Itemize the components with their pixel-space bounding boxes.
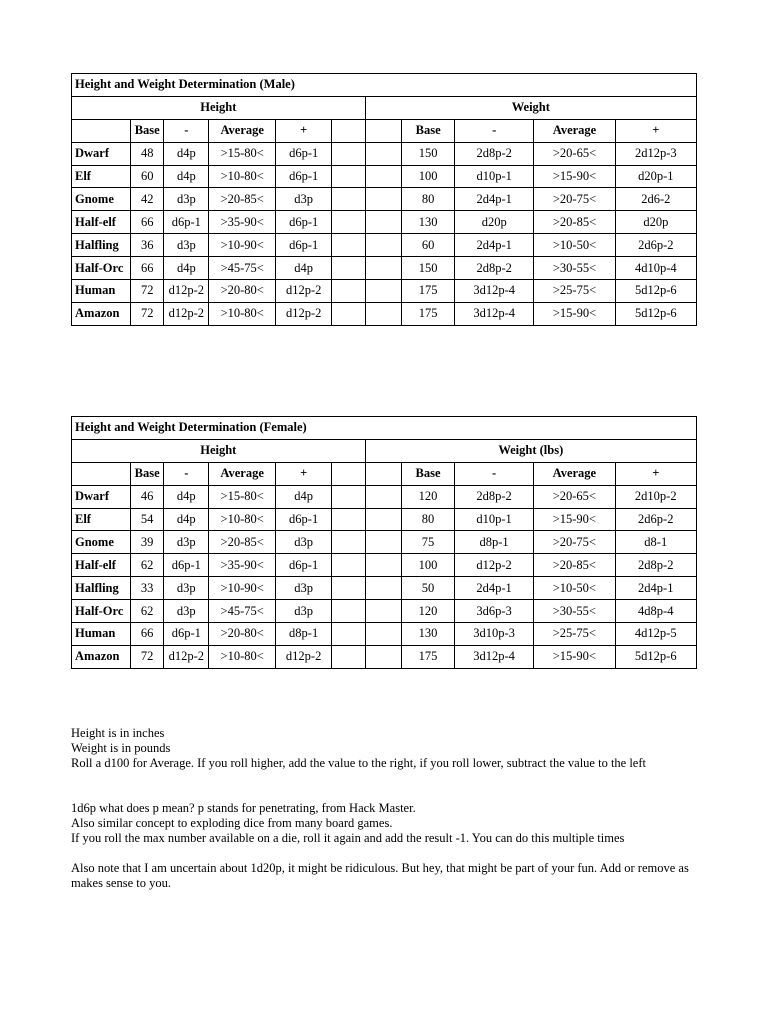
height-value: d3p xyxy=(164,234,209,257)
weight-col-header: Average xyxy=(534,462,615,485)
weight-value: 120 xyxy=(402,485,455,508)
group-header-row xyxy=(72,96,697,119)
height-value: >10-90< xyxy=(209,577,276,600)
race-name: Halfling xyxy=(72,577,131,600)
height-value: >35-90< xyxy=(209,211,276,234)
height-col-header: + xyxy=(276,119,332,142)
height-value: 54 xyxy=(130,508,164,531)
height-value: d3p xyxy=(276,600,332,623)
height-spacer-cell xyxy=(332,485,366,508)
weight-spacer-cell xyxy=(365,302,402,325)
height-value: 72 xyxy=(130,645,164,668)
weight-value: >10-50< xyxy=(534,234,615,257)
weight-value: >15-90< xyxy=(534,165,615,188)
column-header-row xyxy=(72,462,697,485)
weight-value: 2d4p-1 xyxy=(454,577,533,600)
weight-value: 175 xyxy=(402,302,455,325)
table-row xyxy=(72,577,697,600)
table-row xyxy=(72,234,697,257)
height-spacer-cell xyxy=(332,211,366,234)
weight-value: >25-75< xyxy=(534,280,615,303)
height-value: d6p-1 xyxy=(276,234,332,257)
group-header-row xyxy=(72,439,697,462)
weight-spacer-cell xyxy=(365,211,402,234)
weight-value: 2d8p-2 xyxy=(454,485,533,508)
race-header-blank xyxy=(72,462,131,485)
weight-value: >20-85< xyxy=(534,554,615,577)
weight-value: d10p-1 xyxy=(455,165,534,188)
weight-value: >20-65< xyxy=(534,142,615,165)
weight-value: >25-75< xyxy=(534,623,615,646)
table-row xyxy=(72,531,697,554)
weight-value: 130 xyxy=(402,623,455,646)
weight-spacer-cell xyxy=(365,600,402,623)
height-spacer-cell xyxy=(332,119,366,142)
weight-col-header: - xyxy=(454,462,533,485)
height-group-header: Height xyxy=(72,439,366,462)
caveat-note xyxy=(71,861,701,891)
weight-value: 3d10p-3 xyxy=(454,623,533,646)
table-title: Height and Weight Determination (Male) xyxy=(72,74,697,97)
race-name: Elf xyxy=(72,165,131,188)
weight-spacer-cell xyxy=(365,234,402,257)
weight-col-header: + xyxy=(615,119,696,142)
weight-spacer-cell xyxy=(365,462,402,485)
race-name: Amazon xyxy=(72,302,131,325)
weight-value: 2d4p-1 xyxy=(615,577,697,600)
note-height-unit: Height is in inches xyxy=(71,726,165,740)
weight-value: 3d12p-4 xyxy=(455,302,534,325)
weight-col-header: Base xyxy=(402,462,455,485)
height-value: 48 xyxy=(130,142,164,165)
height-col-header: - xyxy=(164,462,209,485)
dice-notes xyxy=(71,801,711,846)
weight-value: 150 xyxy=(402,142,455,165)
height-value: d4p xyxy=(276,257,332,280)
height-spacer-cell xyxy=(332,645,366,668)
height-spacer-cell xyxy=(332,554,366,577)
race-name: Dwarf xyxy=(72,142,131,165)
height-value: >15-80< xyxy=(209,485,276,508)
height-col-header: Base xyxy=(130,119,164,142)
height-value: d6p-1 xyxy=(276,142,332,165)
table-row xyxy=(72,280,697,303)
weight-spacer-cell xyxy=(365,142,402,165)
race-name: Halfling xyxy=(72,234,131,257)
height-value: 62 xyxy=(130,600,164,623)
weight-value: 3d12p-4 xyxy=(454,645,533,668)
weight-value: 5d12p-6 xyxy=(615,302,696,325)
height-value: d12p-2 xyxy=(164,645,209,668)
height-value: d6p-1 xyxy=(276,211,332,234)
height-spacer-cell xyxy=(332,165,366,188)
height-spacer-cell xyxy=(332,142,366,165)
table-row xyxy=(72,623,697,646)
height-spacer-cell xyxy=(332,531,366,554)
table-row xyxy=(72,645,697,668)
weight-value: 4d10p-4 xyxy=(615,257,696,280)
height-value: >20-85< xyxy=(209,188,276,211)
height-value: >20-80< xyxy=(209,280,276,303)
race-name: Half-Orc xyxy=(72,600,131,623)
height-value: d4p xyxy=(164,142,209,165)
weight-col-header: + xyxy=(615,462,697,485)
height-spacer-cell xyxy=(332,302,366,325)
height-spacer-cell xyxy=(332,257,366,280)
weight-spacer-cell xyxy=(365,577,402,600)
height-value: 33 xyxy=(130,577,164,600)
height-value: d6p-1 xyxy=(164,554,209,577)
height-value: d12p-2 xyxy=(276,280,332,303)
height-value: d3p xyxy=(276,188,332,211)
weight-value: 100 xyxy=(402,165,455,188)
weight-group-header: Weight xyxy=(365,96,696,119)
height-value: d3p xyxy=(164,600,209,623)
weight-spacer-cell xyxy=(365,257,402,280)
height-value: d12p-2 xyxy=(164,280,209,303)
weight-value: >15-90< xyxy=(534,302,615,325)
height-value: >10-80< xyxy=(209,645,276,668)
note-roll-average: Roll a d100 for Average. If you roll higher, add the value to the right, if you roll lower, subtract the value to the left xyxy=(71,756,646,770)
weight-spacer-cell xyxy=(365,485,402,508)
weight-value: 150 xyxy=(402,257,455,280)
weight-value: 100 xyxy=(402,554,455,577)
height-value: 42 xyxy=(130,188,164,211)
height-value: 72 xyxy=(130,302,164,325)
height-value: 46 xyxy=(130,485,164,508)
height-value: d4p xyxy=(164,485,209,508)
weight-value: 2d8p-2 xyxy=(455,257,534,280)
weight-value: 2d8p-2 xyxy=(455,142,534,165)
weight-value: 3d6p-3 xyxy=(454,600,533,623)
race-name: Gnome xyxy=(72,531,131,554)
weight-value: 2d6p-2 xyxy=(615,234,696,257)
weight-value: 80 xyxy=(402,188,455,211)
weight-spacer-cell xyxy=(365,531,402,554)
weight-value: 4d8p-4 xyxy=(615,600,697,623)
weight-value: 75 xyxy=(402,531,455,554)
weight-value: >20-85< xyxy=(534,211,615,234)
weight-value: 2d4p-1 xyxy=(455,188,534,211)
weight-value: >20-75< xyxy=(534,531,615,554)
height-value: d4p xyxy=(164,257,209,280)
weight-value: >30-55< xyxy=(534,600,615,623)
note-weight-unit: Weight is in pounds xyxy=(71,741,171,755)
table-row xyxy=(72,508,697,531)
note-exploding-dice: Also similar concept to exploding dice from many board games. xyxy=(71,816,393,830)
weight-value: 60 xyxy=(402,234,455,257)
table-title-row xyxy=(72,74,697,97)
weight-value: 4d12p-5 xyxy=(615,623,697,646)
weight-value: d20p xyxy=(615,211,696,234)
height-value: 66 xyxy=(130,257,164,280)
weight-value: 2d12p-3 xyxy=(615,142,696,165)
weight-value: d20p-1 xyxy=(615,165,696,188)
weight-col-header: Base xyxy=(402,119,455,142)
height-value: >20-80< xyxy=(209,623,276,646)
table-row xyxy=(72,485,697,508)
height-value: 39 xyxy=(130,531,164,554)
height-value: d3p xyxy=(164,577,209,600)
height-spacer-cell xyxy=(332,188,366,211)
height-value: 62 xyxy=(130,554,164,577)
height-value: >10-90< xyxy=(209,234,276,257)
note-penetrating-meaning: 1d6p what does p mean? p stands for penetrating, from Hack Master. xyxy=(71,801,416,815)
weight-value: >20-75< xyxy=(534,188,615,211)
race-name: Human xyxy=(72,280,131,303)
height-col-header: Base xyxy=(130,462,164,485)
weight-value: d8p-1 xyxy=(454,531,533,554)
height-group-header: Height xyxy=(72,96,366,119)
weight-value: d8-1 xyxy=(615,531,697,554)
table-row xyxy=(72,257,697,280)
table-row xyxy=(72,554,697,577)
weight-value: 2d4p-1 xyxy=(455,234,534,257)
height-value: 72 xyxy=(130,280,164,303)
height-value: d12p-2 xyxy=(276,302,332,325)
height-spacer-cell xyxy=(332,623,366,646)
height-value: d4p xyxy=(164,165,209,188)
weight-spacer-cell xyxy=(365,645,402,668)
female-height-weight-table xyxy=(71,416,697,669)
height-value: d4p xyxy=(276,485,332,508)
height-value: >45-75< xyxy=(209,600,276,623)
weight-spacer-cell xyxy=(365,119,402,142)
height-col-header: - xyxy=(164,119,209,142)
weight-value: >15-90< xyxy=(534,508,615,531)
weight-value: 2d6p-2 xyxy=(615,508,697,531)
table-row xyxy=(72,211,697,234)
weight-value: 175 xyxy=(402,280,455,303)
height-spacer-cell xyxy=(332,462,366,485)
weight-value: 175 xyxy=(402,645,455,668)
height-value: >45-75< xyxy=(209,257,276,280)
height-spacer-cell xyxy=(332,280,366,303)
table-row xyxy=(72,302,697,325)
weight-spacer-cell xyxy=(365,554,402,577)
weight-value: 80 xyxy=(402,508,455,531)
height-value: d3p xyxy=(164,188,209,211)
height-col-header: Average xyxy=(209,462,276,485)
weight-value: >15-90< xyxy=(534,645,615,668)
weight-value: d12p-2 xyxy=(454,554,533,577)
table-row xyxy=(72,165,697,188)
height-value: d3p xyxy=(276,531,332,554)
race-name: Gnome xyxy=(72,188,131,211)
height-value: >10-80< xyxy=(209,302,276,325)
weight-spacer-cell xyxy=(365,280,402,303)
weight-col-header: - xyxy=(455,119,534,142)
male-height-weight-table xyxy=(71,73,697,326)
race-name: Half-Orc xyxy=(72,257,131,280)
race-name: Elf xyxy=(72,508,131,531)
height-spacer-cell xyxy=(332,508,366,531)
height-col-header: Average xyxy=(209,119,276,142)
height-value: >10-80< xyxy=(209,508,276,531)
note-uncertain-d20p: Also note that I am uncertain about 1d20p, it might be ridiculous. But hey, that might be part of your fun. Add or remove as makes sense to you. xyxy=(71,861,689,890)
weight-value: 5d12p-6 xyxy=(615,280,696,303)
height-spacer-cell xyxy=(332,577,366,600)
height-value: 66 xyxy=(130,211,164,234)
weight-value: 2d8p-2 xyxy=(615,554,697,577)
height-value: 60 xyxy=(130,165,164,188)
height-value: d12p-2 xyxy=(164,302,209,325)
race-name: Half-elf xyxy=(72,211,131,234)
race-name: Amazon xyxy=(72,645,131,668)
weight-value: 120 xyxy=(402,600,455,623)
weight-value: 130 xyxy=(402,211,455,234)
race-header-blank xyxy=(72,119,131,142)
weight-spacer-cell xyxy=(365,623,402,646)
note-max-roll-rule: If you roll the max number available on a die, roll it again and add the result -1. You can do this multiple times xyxy=(71,831,625,845)
race-name: Half-elf xyxy=(72,554,131,577)
weight-value: d10p-1 xyxy=(454,508,533,531)
weight-spacer-cell xyxy=(365,508,402,531)
height-col-header: + xyxy=(276,462,332,485)
weight-spacer-cell xyxy=(365,188,402,211)
height-value: d4p xyxy=(164,508,209,531)
table-row xyxy=(72,600,697,623)
height-value: d8p-1 xyxy=(276,623,332,646)
weight-value: >20-65< xyxy=(534,485,615,508)
units-notes xyxy=(71,726,711,771)
weight-value: 3d12p-4 xyxy=(455,280,534,303)
height-value: d6p-1 xyxy=(164,211,209,234)
column-header-row xyxy=(72,119,697,142)
height-spacer-cell xyxy=(332,234,366,257)
height-value: >35-90< xyxy=(209,554,276,577)
table-title: Height and Weight Determination (Female) xyxy=(72,417,697,440)
weight-value: >30-55< xyxy=(534,257,615,280)
height-value: d6p-1 xyxy=(276,508,332,531)
table-row xyxy=(72,142,697,165)
height-value: d3p xyxy=(276,577,332,600)
height-value: >15-80< xyxy=(209,142,276,165)
race-name: Dwarf xyxy=(72,485,131,508)
height-value: d3p xyxy=(164,531,209,554)
weight-value: 5d12p-6 xyxy=(615,645,697,668)
table-title-row xyxy=(72,417,697,440)
weight-group-header: Weight (lbs) xyxy=(365,439,696,462)
weight-spacer-cell xyxy=(365,165,402,188)
race-name: Human xyxy=(72,623,131,646)
height-value: d6p-1 xyxy=(276,165,332,188)
height-value: 66 xyxy=(130,623,164,646)
height-value: >10-80< xyxy=(209,165,276,188)
weight-value: d20p xyxy=(455,211,534,234)
height-value: 36 xyxy=(130,234,164,257)
weight-col-header: Average xyxy=(534,119,615,142)
height-value: d6p-1 xyxy=(164,623,209,646)
height-value: d6p-1 xyxy=(276,554,332,577)
weight-value: 50 xyxy=(402,577,455,600)
weight-value: 2d10p-2 xyxy=(615,485,697,508)
height-value: d12p-2 xyxy=(276,645,332,668)
weight-value: >10-50< xyxy=(534,577,615,600)
height-value: >20-85< xyxy=(209,531,276,554)
weight-value: 2d6-2 xyxy=(615,188,696,211)
table-row xyxy=(72,188,697,211)
height-spacer-cell xyxy=(332,600,366,623)
